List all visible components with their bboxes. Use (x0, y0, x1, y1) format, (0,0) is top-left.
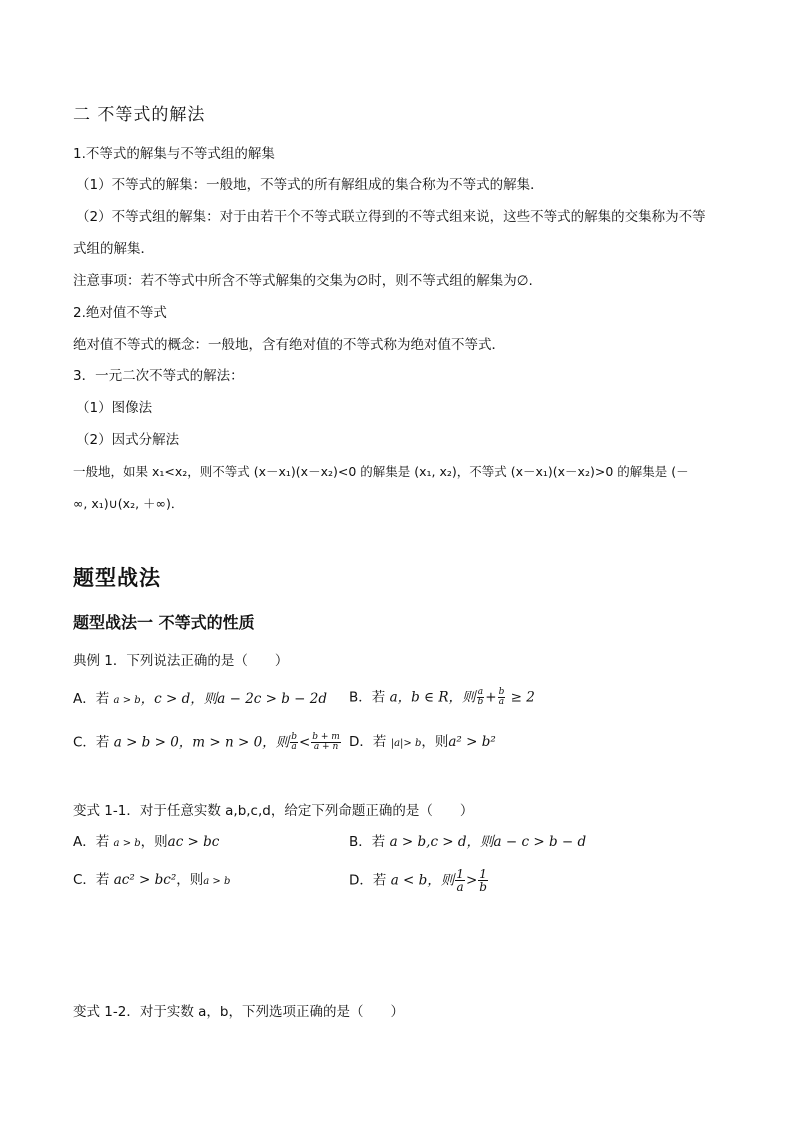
math-expr: ≥ 2 (506, 689, 535, 706)
math-expr: a − c > b − d (493, 834, 587, 850)
fraction-b-over-a: $\frac{b}{a}$ (291, 732, 297, 752)
variant-1-1-stem: 变式 1-1．对于任意实数 a,b,c,d，给定下列命题正确的是（ ） (73, 803, 474, 819)
paragraph-9: （2）因式分解法 (76, 432, 180, 448)
math-expr: a > b (113, 695, 141, 706)
option-prefix: B．若 (349, 689, 386, 706)
math-expr: a² > b² (448, 734, 496, 750)
example-1-option-a (73, 690, 327, 710)
fraction-b-over-a: $\frac{b}{a}$ (498, 687, 505, 707)
fraction-bm-over-an: $\frac{b + m}{a + n}$ (312, 732, 340, 752)
example-1-option-c: C．若 a > b > 0，m > n > 0，则 $\frac{b}{a}$ < $\frac{b + m}{a + n}$ (73, 732, 340, 752)
paragraph-2: （1）不等式的解集：一般地，不等式的所有解组成的集合称为不等式的解集． (76, 177, 544, 193)
variant-1-2-stem: 变式 1-2．对于实数 a，b，下列选项正确的是（ ） (73, 1004, 404, 1020)
option-prefix: B．若 (349, 834, 386, 850)
option-prefix: D．若 (349, 872, 387, 889)
option-prefix: A．若 (73, 834, 110, 850)
math-expr: a > b (113, 838, 141, 849)
variant-1-1-option-c (73, 871, 230, 891)
math-expr: ，则 (176, 872, 204, 888)
math-expr: |a|> b (390, 738, 422, 749)
fraction-a-over-b: $\frac{a}{b}$ (477, 687, 484, 707)
paragraph-6: 绝对值不等式的概念：一般地，含有绝对值的不等式称为绝对值不等式． (73, 337, 505, 353)
math-expr: ，c > d，则 (140, 691, 218, 707)
fraction-1-over-a: $\frac{1}{a}$ (456, 867, 464, 894)
math-expr: ，则 (140, 834, 168, 850)
option-prefix: C．若 (73, 872, 110, 888)
math-expr: a > b (203, 876, 231, 887)
math-expr: ac² > bc² (113, 872, 177, 888)
fraction-1-over-b: $\frac{1}{b}$ (479, 867, 487, 894)
option-prefix: C．若 (73, 734, 110, 751)
math-expr: ac > bc (167, 834, 220, 850)
paragraph-10a: 一般地，如果 x₁<x₂，则不等式 (x－x₁)(x－x₂)<0 的解集是 (x₁, x₂)，不等式 (x－x₁)(x－x₂)>0 的解集是 (－ (73, 464, 689, 479)
variant-1-1-option-a (73, 833, 219, 853)
example-1-stem: 典例 1．下列说法正确的是（ ） (73, 653, 289, 669)
paragraph-4: 注意事项：若不等式中所含不等式解集的交集为∅时，则不等式组的解集为∅. (73, 273, 533, 289)
paragraph-8: （1）图像法 (76, 400, 153, 416)
option-prefix: D．若 (349, 734, 387, 750)
section-title: 二 不等式的解法 (73, 105, 206, 125)
math-expr: a > b > 0，m > n > 0，则 (113, 734, 290, 751)
example-1-option-b: B．若 a，b ∈ R，则 $\frac{a}{b}$ + $\frac{b}{a}$ ≥ 2 (349, 687, 535, 707)
heading-sub: 题型战法一 不等式的性质 (73, 613, 255, 632)
paragraph-10b: ∞, x₁)∪(x₂, ＋∞)． (73, 496, 184, 511)
paragraph-5: 2.绝对值不等式 (73, 305, 167, 321)
paragraph-7: 3．一元二次不等式的解法： (73, 368, 244, 384)
paragraph-1: 1.不等式的解集与不等式组的解集 (73, 146, 275, 162)
math-expr: a > b,c > d，则 (389, 834, 494, 850)
variant-1-1-option-b (349, 833, 586, 851)
paragraph-3a: （2）不等式组的解集：对于由若干个不等式联立得到的不等式组来说，这些不等式的解集的交集称为不等 (76, 209, 706, 225)
option-prefix: A．若 (73, 691, 110, 707)
example-1-option-d (349, 733, 496, 753)
math-expr: a < b，则 (390, 872, 455, 889)
math-expr: a，b ∈ R，则 (389, 689, 476, 706)
heading-main: 题型战法 (73, 566, 161, 590)
math-expr: ，则 (421, 734, 449, 750)
paragraph-3b: 式组的解集． (73, 241, 154, 257)
variant-1-1-option-d: D．若 a < b，则 $\frac{1}{a}$ > $\frac{1}{b}$ (349, 867, 487, 894)
math-expr: a − 2c > b − 2d (217, 691, 328, 707)
